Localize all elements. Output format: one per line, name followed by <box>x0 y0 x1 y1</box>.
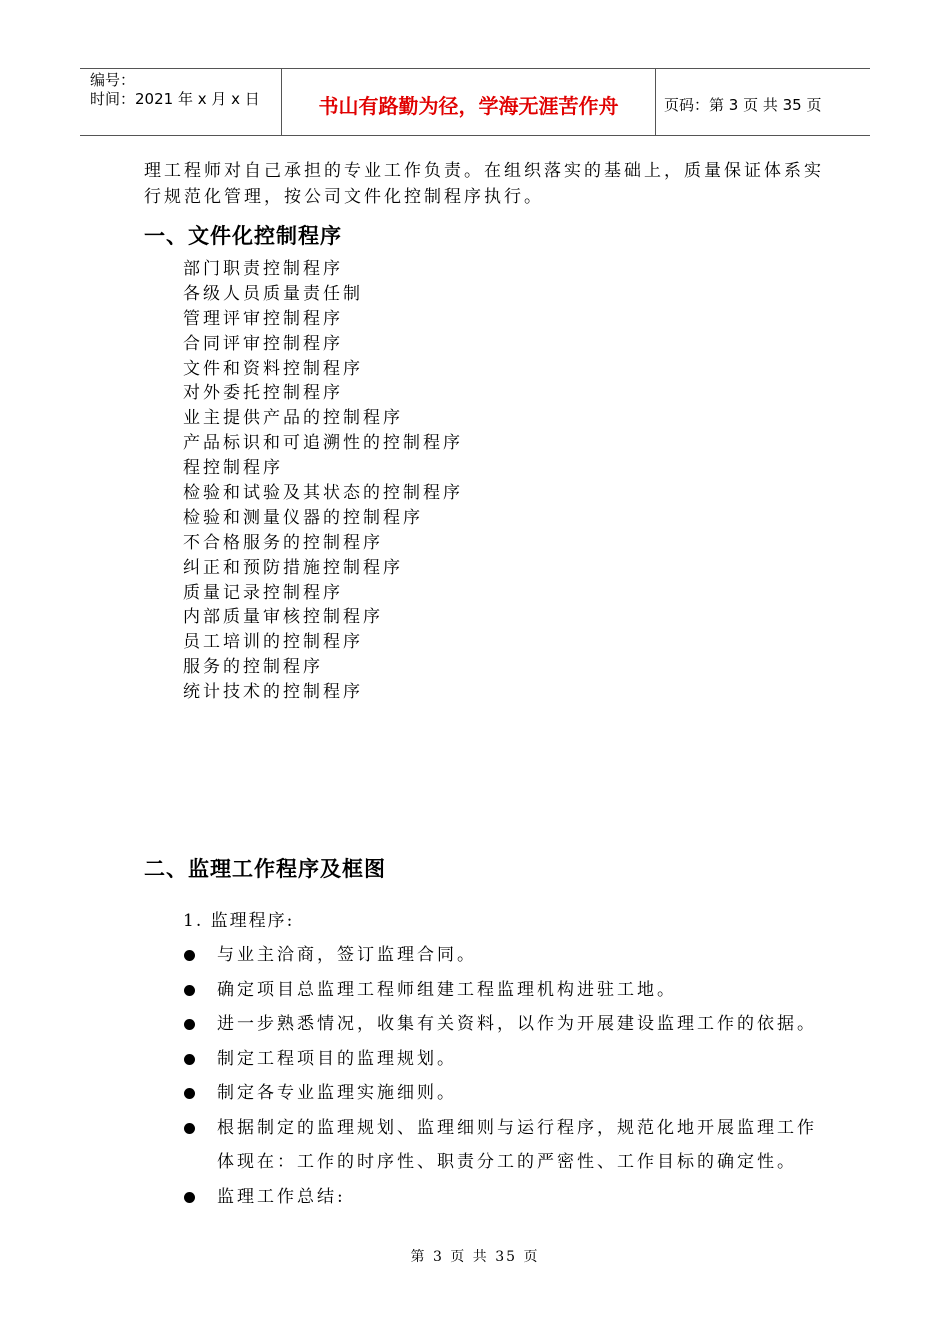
bullet-item <box>183 1007 823 1042</box>
list-item: 不合格服务的控制程序 <box>183 532 383 553</box>
list-item: 管理评审控制程序 <box>183 308 343 329</box>
list-item: 合同评审控制程序 <box>183 333 343 354</box>
bullet-text: 与业主洽商，签订监理合同。 <box>217 945 477 965</box>
bullet-text: 根据制定的监理规划、监理细则与运行程序，规范化地开展监理工作体现在：工作的时序性、职责分工的严密性、工作目标的确定性。 <box>217 1117 817 1172</box>
list-item: 程控制程序 <box>183 458 283 479</box>
subsection-title: 1. 监理程序: <box>183 911 295 931</box>
bullet-text: 制定各专业监理实施细则。 <box>217 1083 457 1103</box>
bullet-text: 确定项目总监理工程师组建工程监理机构进驻工地。 <box>217 979 677 1000</box>
bullet-text: 监理工作总结: <box>217 1186 346 1207</box>
bullet-item <box>183 1076 823 1111</box>
procedure-list <box>183 257 463 705</box>
bullet-icon <box>184 985 195 996</box>
list-item: 质量记录控制程序 <box>183 582 343 603</box>
list-item: 检验和测量仪器的控制程序 <box>183 507 423 528</box>
list-item: 统计技术的控制程序 <box>183 682 363 703</box>
intro-paragraph: 理工程师对自己承担的专业工作负责。在组织落实的基础上，质量保证体系实行规范化管理，按公司文件化控制程序执行。 <box>144 161 824 207</box>
page-footer: 第 3 页 共 35 页 <box>410 1249 540 1265</box>
document-date-label: 时间：2021 年 x 月 x 日 <box>90 90 260 108</box>
supervision-steps-list <box>183 938 823 1214</box>
bullet-icon <box>184 950 195 961</box>
list-item: 员工培训的控制程序 <box>183 632 363 653</box>
list-item: 业主提供产品的控制程序 <box>183 408 403 429</box>
list-item: 对外委托控制程序 <box>183 383 343 404</box>
bullet-item <box>183 1180 823 1215</box>
bullet-icon <box>184 1088 195 1099</box>
bullet-item <box>183 973 823 1008</box>
section-heading-document-control: 一、文件化控制程序 <box>144 224 342 248</box>
list-item: 部门职责控制程序 <box>183 259 343 279</box>
document-number-label: 编号： <box>90 71 136 89</box>
bullet-item <box>183 1042 823 1077</box>
bullet-text: 制定工程项目的监理规划。 <box>217 1048 457 1069</box>
bullet-icon <box>184 1123 195 1134</box>
list-item: 服务的控制程序 <box>183 657 323 678</box>
list-item: 产品标识和可追溯性的控制程序 <box>183 433 463 454</box>
header-page-number: 页码：第 3 页 共 35 页 <box>664 95 822 114</box>
bullet-icon <box>184 1192 195 1203</box>
bullet-item <box>183 938 823 973</box>
bullet-icon <box>184 1019 195 1030</box>
page-header <box>80 68 870 136</box>
list-item: 纠正和预防措施控制程序 <box>183 557 403 578</box>
bullet-icon <box>184 1054 195 1065</box>
header-motto: 书山有路勤为径，学海无涯苦作舟 <box>282 69 656 135</box>
header-meta <box>80 69 282 135</box>
list-item: 检验和试验及其状态的控制程序 <box>183 483 463 504</box>
section-heading-supervision-workflow: 二、监理工作程序及框图 <box>144 857 386 881</box>
bullet-item <box>183 1111 823 1180</box>
list-item: 各级人员质量责任制 <box>183 283 363 304</box>
bullet-text: 进一步熟悉情况，收集有关资料，以作为开展建设监理工作的依据。 <box>217 1014 817 1034</box>
list-item: 内部质量审核控制程序 <box>183 607 383 628</box>
list-item: 文件和资料控制程序 <box>183 358 363 379</box>
